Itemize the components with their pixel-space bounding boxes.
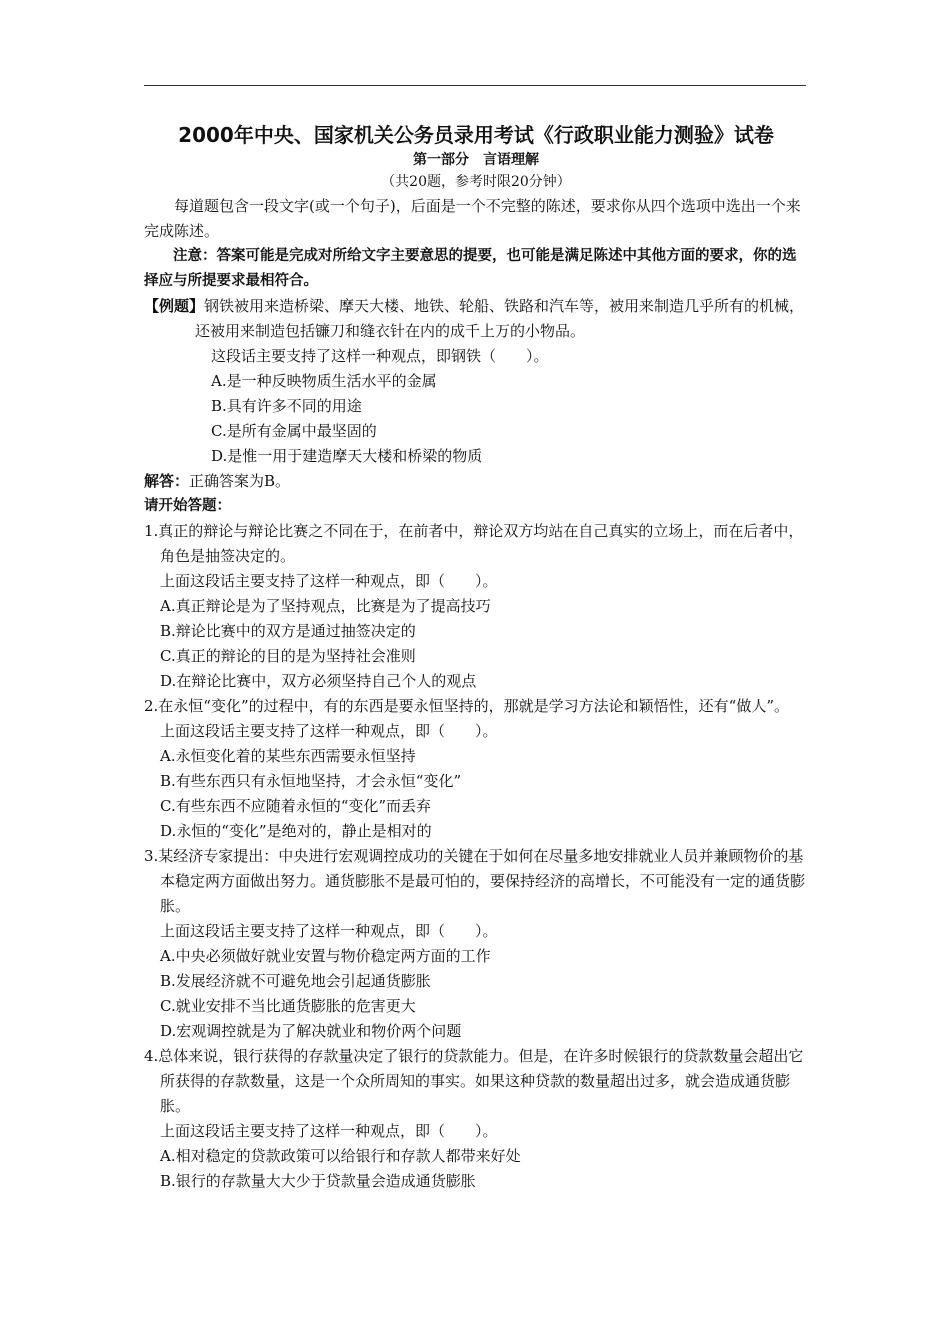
example-option: C.是所有金属中最坚固的	[211, 422, 377, 440]
question-1-option-b: B.辩论比赛中的双方是通过抽签决定的	[160, 622, 416, 640]
question-2-option-d: D.永恒的“变化”是绝对的，静止是相对的	[160, 822, 432, 840]
question-3-stem: 3.某经济专家提出：中央进行宏观调控成功的关键在于如何在尽量多地安排就业人员并兼顾物价的基本稳定两方面做出努力。通货膨胀不是最可怕的，要保持经济的高增长，不可能没有一定的通货膨胀。	[144, 847, 806, 915]
question-4-prompt: 上面这段话主要支持了这样一种观点，即（ ）。	[160, 1122, 498, 1140]
section-note: （共20题，参考时限20分钟）	[381, 174, 571, 190]
question-2-prompt: 上面这段话主要支持了这样一种观点，即（ ）。	[160, 722, 498, 740]
page-title: 2000年中央、国家机关公务员录用考试《行政职业能力测验》试卷	[178, 123, 774, 147]
example-option: D.是惟一用于建造摩天大楼和桥梁的物质	[211, 447, 483, 465]
question-1-option-d: D.在辩论比赛中，双方必须坚持自己个人的观点	[160, 672, 477, 690]
question-1-option-a: A.真正辩论是为了坚持观点，比赛是为了提高技巧	[160, 597, 491, 615]
question-2-option-b: B.有些东西只有永恒地坚持，才会永恒“变化”	[160, 772, 462, 790]
question-1-option-c: C.真正的辩论的目的是为坚持社会准则	[160, 647, 416, 665]
exam-document	[144, 120, 808, 1194]
example-prompt: 这段话主要支持了这样一种观点，即钢铁（ ）。	[211, 347, 549, 365]
answer-label: 解答：	[144, 472, 190, 490]
example-option: B.具有许多不同的用途	[211, 397, 362, 415]
example-stem	[144, 294, 808, 344]
start-label: 请开始答题：	[144, 498, 231, 514]
question-3-option-b: B.发展经济就不可避免地会引起通货膨胀	[160, 972, 431, 990]
question-2-option-a: A.永恒变化着的某些东西需要永恒坚持	[160, 747, 416, 765]
question-3-option-c: C.就业安排不当比通货膨胀的危害更大	[160, 997, 416, 1015]
question-1-stem: 1.真正的辩论与辩论比赛之不同在于，在前者中，辩论双方均站在自己真实的立场上，而在后者中，角色是抽签决定的。	[144, 522, 804, 565]
question-2-option-c: C.有些东西不应随着永恒的“变化”而丢弃	[160, 797, 432, 815]
question-4-option-b: B.银行的存款量大大少于贷款量会造成通货膨胀	[160, 1172, 476, 1190]
notice-paragraph: 注意：答案可能是完成对所给文字主要意思的提要，也可能是满足陈述中其他方面的要求，你的选择应与所提要求最相符合。	[144, 248, 797, 289]
question-3-option-d: D.宏观调控就是为了解决就业和物价两个问题	[160, 1022, 462, 1040]
example-text: 钢铁被用来造桥梁、摩天大楼、地铁、轮船、铁路和汽车等，被用来制造几乎所有的机械，还被用来制造包括镰刀和缝衣针在内的成千上万的小物品。	[195, 297, 805, 340]
answer-text: 正确答案为B。	[189, 472, 291, 490]
question-2-stem: 2.在永恒“变化”的过程中，有的东西是要永恒坚持的，那就是学习方法论和颖悟性，还有“做人”。	[144, 697, 789, 715]
question-3-prompt: 上面这段话主要支持了这样一种观点，即（ ）。	[160, 922, 498, 940]
example-option: A.是一种反映物质生活水平的金属	[211, 372, 437, 390]
question-4-stem: 4.总体来说，银行获得的存款量决定了银行的贷款能力。但是，在许多时候银行的贷款数量会超出它所获得的存款数量，这是一个众所周知的事实。如果这种贷款的数量超出过多，就会造成通货膨胀。	[144, 1047, 804, 1115]
question-3-option-a: A.中央必须做好就业安置与物价稳定两方面的工作	[160, 947, 491, 965]
question-4-option-a: A.相对稳定的贷款政策可以给银行和存款人都带来好处	[160, 1147, 521, 1165]
section-heading: 第一部分 言语理解	[413, 152, 539, 168]
header-rule	[144, 85, 806, 86]
question-1-prompt: 上面这段话主要支持了这样一种观点，即（ ）。	[160, 572, 498, 590]
example-answer	[144, 469, 808, 494]
example-label: 【例题】	[144, 297, 205, 315]
instruction-paragraph: 每道题包含一段文字(或一个句子)，后面是一个不完整的陈述，要求你从四个选项中选出一个来完成陈述。	[144, 197, 801, 240]
